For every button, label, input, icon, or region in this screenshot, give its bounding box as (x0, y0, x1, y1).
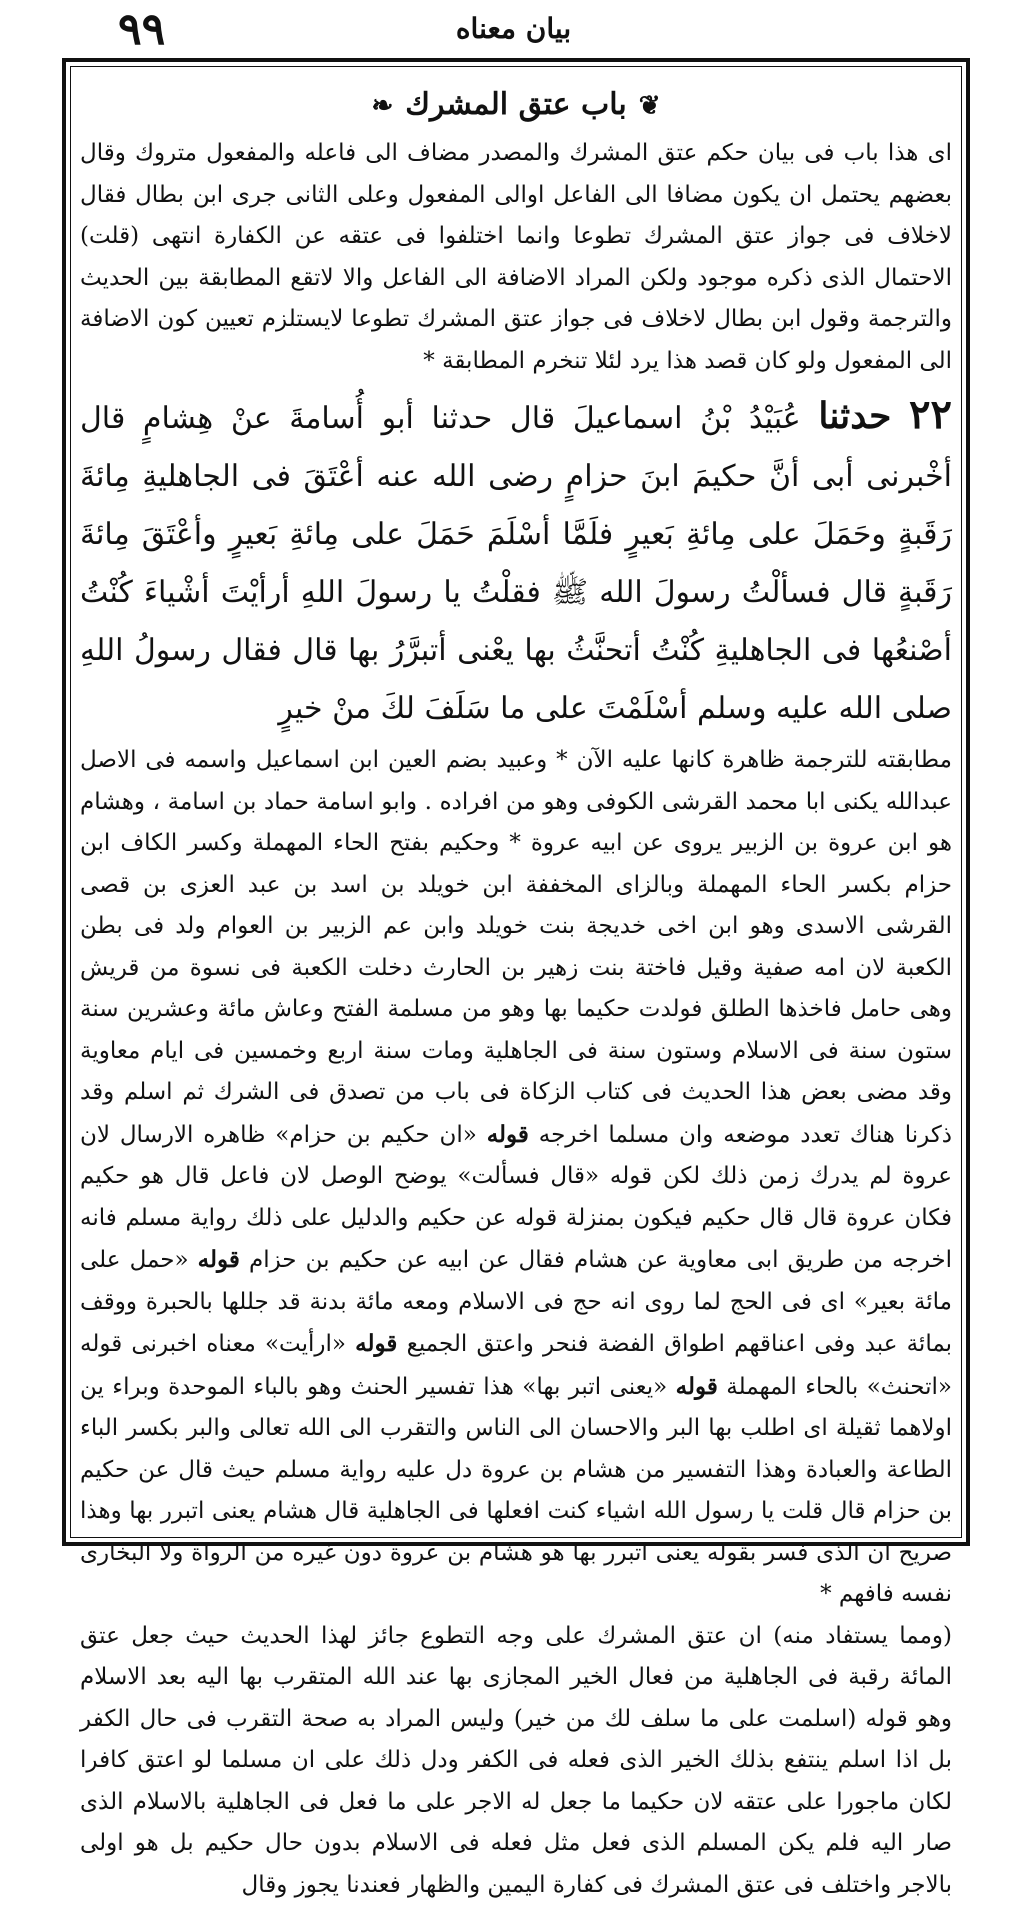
qawluhu-text: «يعنى اتبر بها» هذا تفسير الحنث وهو بالباء الموحدة وبراء ين اولاهما ثقيلة اى اطلب بها البر والاحسان الى الناس والتقرب الى الله تعالى والبر بكسر الباء الطاعة والعبادة وهذا التفسير من هشام بن عروة دل عليه رواية مسلم حيث قال عن حكيم بن حزام قال قلت يا رسول الله اشياء كنت افعلها فى الجاهلية قال هشام يعنى اتبرر بها وهذا صريح ان الذى فسر بقوله يعنى اتبرر بها هو هشام بن عروة دون غيره من الرواة ولا البخارى نفسه فافهم * (80, 1374, 952, 1608)
qawluhu-text: «ان حكيم بن حزام» ظاهره الارسال لان عروة لم يدرك زمن ذلك لكن قوله «قال فسألت» يوضح الوصل لان فاعل قال هو حكيم فكان عروة قال قال حكيم فيكون بمنزلة قوله عن حكيم والدليل على ذلك رواية مسلم فانه اخرجه من طريق ابى معاوية عن هشام فقال عن ابيه عن حكيم بن حزام (80, 1122, 952, 1274)
qawluhu-text: «حمل على مائة بعير» اى فى الحج لما روى انه حج فى الاسلام ومعه مائة بدنة قد جللها بالحبرة ووقف بمائة عبد وفى اعناقهم اطواق الفضة فنحر واعتق الجميع (80, 1247, 952, 1357)
chapter-title: باب عتق المشرك (405, 87, 626, 122)
hadith-number: ٢٢ (909, 391, 952, 438)
paragraph-intro: اى هذا باب فى بيان حكم عتق المشرك والمصدر مضاف الى فاعله والمفعول متروك وقال بعضهم يحتمل ان يكون مضافا الى الفاعل اوالى المفعول وعلى الثانى جرى ابن بطال فقال لاخلاف فى جواز عتق المشرك تطوعا وانما اختلفوا فى عتقه عن الكفارة انتهى (قلت) الاحتمال الذى ذكره موجود ولكن المراد الاضافة الى الفاعل والا لاتقع المطابقة بين الحديث والترجمة وقول ابن بطال لاخلاف فى جواز عتق المشرك تطوعا لايستلزم تعيين كون الاضافة الى المفعول ولو كان قصد هذا يرد لئلا تنخرم المطابقة * (80, 133, 952, 382)
ornament-left-icon: ❧ (371, 81, 393, 131)
ornament-right-icon: ❦ (639, 81, 661, 131)
paragraph-benefits: (ومما يستفاد منه) ان عتق المشرك على وجه التطوع جائز لهذا الحديث حيث جعل عتق المائة رقبة فى الجاهلية من فعال الخير المجازى بها عند الله المتقرب بها اليه بعد الاسلام وهو قوله (اسلمت على ما سلف لك من خير) وليس المراد به صحة التقرب فى حال الكفر بل اذا اسلم ينتفع بذلك الخير الذى فعله فى الكفر ودل ذلك على ان مسلما لو اعتق كافرا لكان ماجورا على عتقه لان حكيما ما جعل له الاجر على ما فعل فى الجاهلية بالاسلام الذى صار اليه فلم يكن المسلم الذى فعل مثل فعله فى الاسلام بدون حال حكيم بل هو اولى بالاجر واختلف فى عتق المشرك فى كفارة اليمين والظهار فعندنا يجوز وقال (80, 1616, 952, 1906)
page-number: ۹۹ (118, 6, 165, 54)
running-title: بيان معناه (0, 12, 1027, 45)
hadith-haddatha: حدثنا (818, 395, 891, 437)
qawluhu-label: قوله (198, 1246, 240, 1273)
qawluhu-label: قوله (676, 1373, 718, 1400)
qawluhu-label: قوله (355, 1330, 397, 1357)
hadith-block (80, 386, 952, 738)
page-content (80, 80, 952, 1532)
commentary-paragraph (80, 740, 952, 1616)
qawluhu-label: قوله (487, 1121, 529, 1148)
qawluhu-text: «ارأيت» معناه اخبرنى قوله «اتحنث» بالحاء المهملة (80, 1331, 952, 1400)
commentary-text: مطابقته للترجمة ظاهرة كانها عليه الآن * وعبيد بضم العين ابن اسماعيل واسمه فى الاصل عبدالله يكنى ابا محمد القرشى الكوفى وهو من افراده . وابو اسامة حماد بن اسامة ، وهشام هو ابن عروة بن الزبير يروى عن ابيه عروة * وحكيم بفتح الحاء المهملة وكسر الكاف ابن حزام بكسر الحاء المهملة وبالزاى المخففة ابن خويلد بن اسد بن عبد العزى بن قصى القرشى الاسدى وهو ابن اخى خديجة بنت خويلد وابن عم الزبير بن العوام ولد فى بطن الكعبة لان امه صفية وقيل فاختة بنت زهير بن الحارث دخلت الكعبة فى نسوة من قريش وهى حامل فاخذها الطلق فولدت حكيما بها وهو من مسلمة الفتح وعاش مائة وعشرين سنة ستون سنة فى الاسلام وستون سنة فى الجاهلية ومات سنة اربع وخمسين فى ايام معاوية وقد مضى بعض هذا الحديث فى كتاب الزكاة فى باب من تصدق فى الشرك ثم اسلم وقد ذكرنا هناك تعدد موضعه وان مسلما اخرجه (80, 747, 952, 1148)
page-frame (62, 58, 970, 1546)
chapter-heading (80, 80, 952, 131)
hadith-text: عُبَيْدُ بْنُ اسماعيلَ قال حدثنا أبو أُسامةَ عنْ هِشامٍ قال أخْبرنى أبى أنَّ حكيمَ ابنَ حزامٍ رضى الله عنه أعْتَقَ فى الجاهليةِ مِائةَ رَقَبةٍ وحَمَلَ على مِائةِ بَعيرٍ فلَمَّا أسْلَمَ حَمَلَ على مِائةِ بَعيرٍ وأعْتَقَ مِائةَ رَقَبةٍ قال فسألْتُ رسولَ الله ﷺ فقلْتُ يا رسولَ اللهِ أرأيْتَ أشْياءَ كُنْتُ أصْنعُها فى الجاهليةِ كُنْتُ أتحنَّثُ بها يعْنى أتبرَّرُ بها قال فقال رسولُ اللهِ صلى الله عليه وسلم أسْلَمْتَ على ما سَلَفَ لكَ منْ خيرٍ (80, 401, 952, 726)
